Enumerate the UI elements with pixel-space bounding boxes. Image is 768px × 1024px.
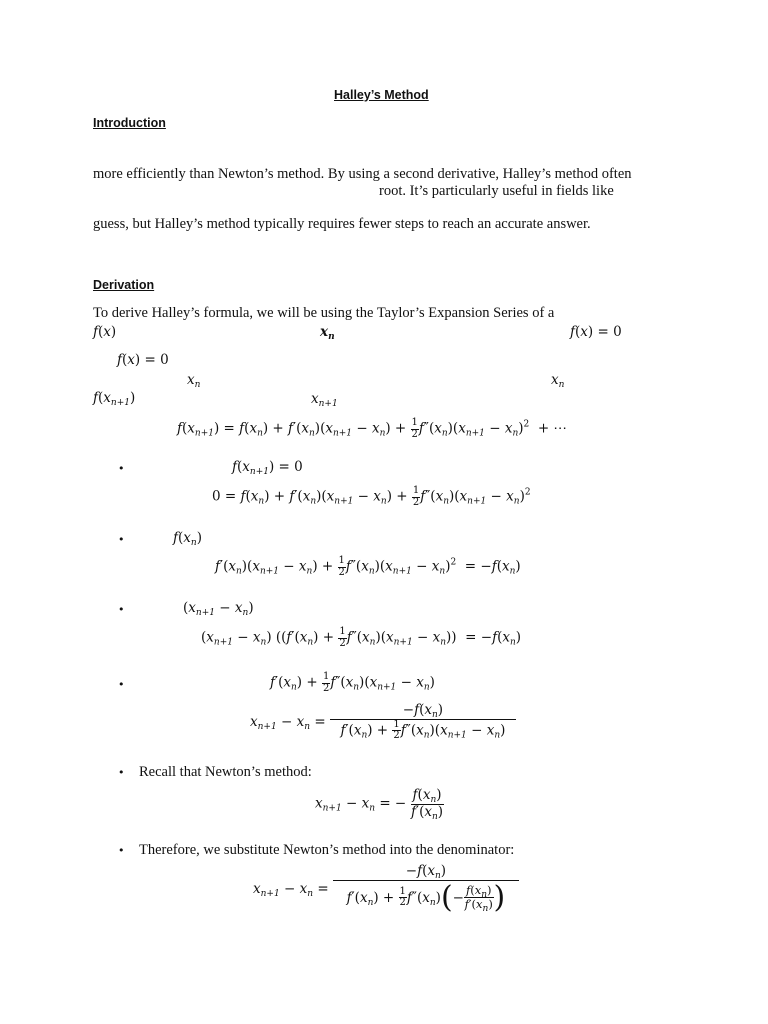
bullet-3: • (118, 603, 125, 616)
equation-zero-expansion: $0 = f(x_n) + f'(x_n)(x_{n+1} - x_n)$ + $\frac{1}{2}$ $f''(x_n)(x_{n+1} - x_n)^2$ (212, 485, 531, 508)
intro-text-line-3: guess, but Halley’s method typically requires fewer steps to reach an accurate answer. (93, 216, 591, 232)
equation-factored: $(x_{n+1} - x_n) ((f'(x_n)$ + $\frac{1}{2}$ $f''(x_n)(x_{n+1} - x_n)) = -f(x_n)$ (201, 626, 522, 649)
math-fx-equals-zero: f(x) = 0 (570, 324, 622, 340)
recall-text: Recall that Newton’s method: (139, 764, 312, 780)
intro-text-line-1: more efficiently than Newton’s method. By using a second derivative, Halley’s method often (93, 166, 632, 182)
page-title: Halley’s Method (334, 88, 429, 102)
math-xn1: $x_{n+1}$ (311, 391, 338, 409)
derivation-intro-line: To derive Halley’s formula, we will be using the Taylor’s Expansion Series of a (93, 305, 555, 321)
math-fx-equals-zero-2: f(x) = 0 (117, 352, 169, 368)
therefore-text: Therefore, we substitute Newton’s method into the denominator: (139, 842, 515, 858)
derivation-heading: Derivation (93, 278, 155, 292)
math-divisor: $f'(x_n)$ + $\frac{1}{2}$ $f''(x_n)(x_{n+1} - x_n)$ (270, 671, 435, 694)
equation-taylor-expansion: $f(x_{n+1}) = f(x_n) + f'(x_n)(x_{n+1} - x_n)$ + $\frac{1}{2}$ $f''(x_n)(x_{n+1} - x_n)^2$ + ⋯ (177, 417, 567, 440)
bullet-4: • (118, 678, 125, 691)
bullet-2: • (118, 533, 125, 546)
math-xn-b: $x_n$ (551, 372, 565, 390)
math-factor-term: $(x_{n+1} - x_n)$ (183, 600, 254, 618)
equation-move-fxn: $f'(x_n)(x_{n+1} - x_n)$ + $\frac{1}{2}$ $f''(x_n)(x_{n+1} - x_n)^2 = -f(x_n)$ (215, 555, 521, 578)
bullet-5: • (118, 766, 125, 779)
math-f-xn: $f(x_n)$ (173, 530, 202, 548)
equation-step-isolated: $x_{n+1} - x_n$ = $-f(x_n)$ $f'(x_n)$ + $\frac{1}{2}$ $f''(x_n)(x_{n+1} - x_n)$ (250, 703, 516, 742)
math-f-xn1-equals-zero: $f(x_{n+1}) = 0$ (232, 459, 303, 477)
bullet-1: • (118, 462, 125, 475)
math-xn-a: $x_n$ (187, 372, 201, 390)
math-xn-bold: $x_n$ (320, 324, 335, 342)
introduction-heading: Introduction (93, 116, 166, 130)
math-f-xn1: $f(x_{n+1})$ (93, 390, 136, 408)
equation-newton: $x_{n+1} - x_n$ = − $\frac{f(x_n)}{f'(x_n)}$ (315, 787, 444, 822)
bullet-6: • (118, 844, 125, 857)
math-fx: f(x) (93, 324, 117, 340)
intro-text-line-2: root. It’s particularly useful in fields like (379, 183, 614, 199)
equation-substituted: $x_{n+1} - x_n$ = $-f(x_n)$ $f'(x_n)$ + $\frac{1}{2}$ $f''(x_n)(-$ $\frac{f(x_n)}{f'(x_n)}$ ) (253, 864, 519, 915)
